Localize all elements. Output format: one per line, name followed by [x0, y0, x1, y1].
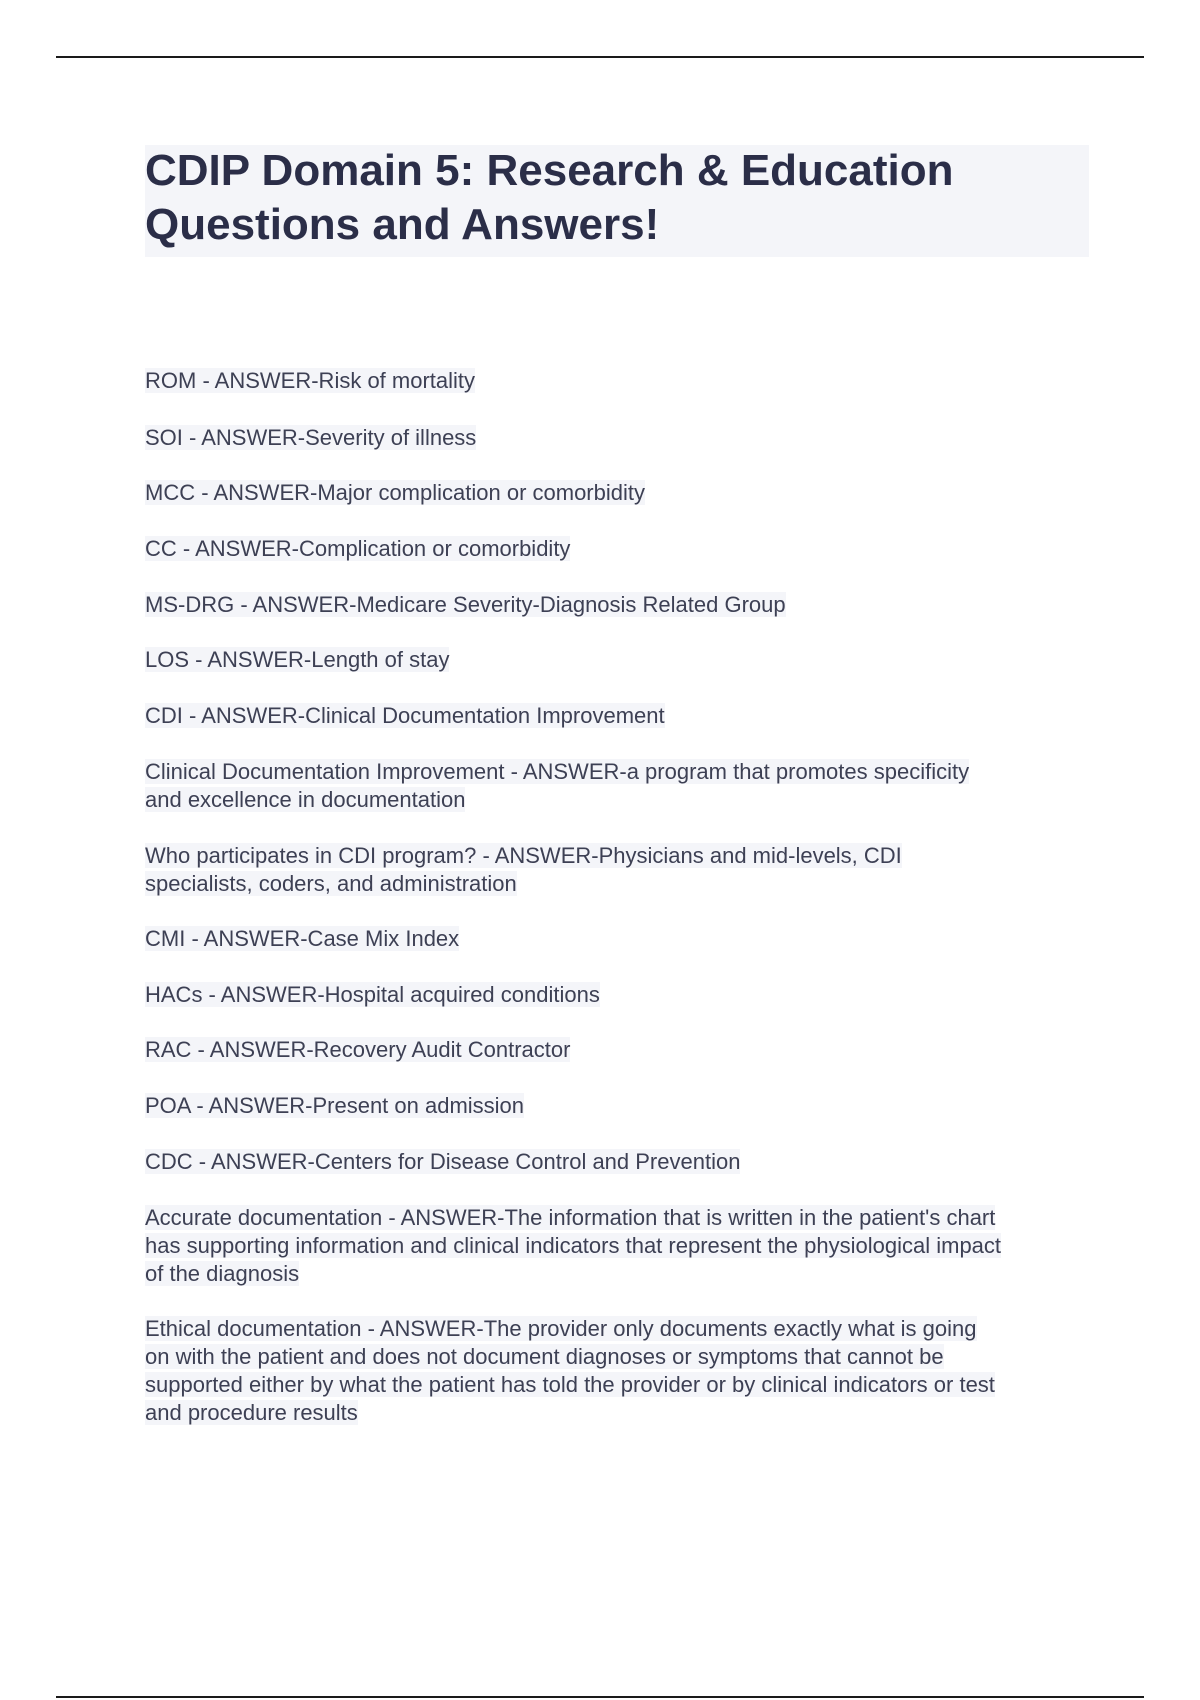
qa-line: of the diagnosis: [145, 1261, 300, 1286]
qa-item-rac: [145, 1036, 1085, 1064]
qa-line: POA - ANSWER-Present on admission: [145, 1093, 525, 1118]
qa-line: Clinical Documentation Improvement - ANSWER-a program that promotes specificity: [145, 759, 970, 784]
qa-item-who-participates: [145, 842, 1085, 898]
title-line-1: CDIP Domain 5: Research & Education: [145, 146, 954, 195]
qa-line: CDC - ANSWER-Centers for Disease Control and Prevention: [145, 1149, 741, 1174]
qa-item-poa: [145, 1092, 1085, 1120]
qa-line: CMI - ANSWER-Case Mix Index: [145, 926, 460, 951]
qa-item-cmi: [145, 925, 1085, 953]
qa-line: CC - ANSWER-Complication or comorbidity: [145, 536, 571, 561]
qa-item-hacs: [145, 981, 1085, 1009]
qa-item-clinical-documentation-improvement: [145, 758, 1085, 814]
qa-line: Ethical documentation - ANSWER-The provider only documents exactly what is going: [145, 1316, 977, 1341]
document-title: [145, 145, 1089, 257]
qa-line: specialists, coders, and administration: [145, 871, 517, 896]
qa-line: LOS - ANSWER-Length of stay: [145, 647, 450, 672]
qa-line: Who participates in CDI program? - ANSWER-Physicians and mid-levels, CDI: [145, 843, 902, 868]
qa-line: RAC - ANSWER-Recovery Audit Contractor: [145, 1037, 571, 1062]
qa-item-los: [145, 646, 1085, 674]
qa-line: on with the patient and does not document diagnoses or symptoms that cannot be: [145, 1344, 944, 1369]
qa-item-accurate-documentation: [145, 1204, 1085, 1288]
qa-line: and excellence in documentation: [145, 787, 466, 812]
qa-line: MCC - ANSWER-Major complication or comorbidity: [145, 480, 645, 505]
qa-line: HACs - ANSWER-Hospital acquired conditions: [145, 982, 600, 1007]
qa-item-rom: [145, 367, 1085, 395]
qa-line: MS-DRG - ANSWER-Medicare Severity-Diagnosis Related Group: [145, 592, 786, 617]
qa-item-ms-drg: [145, 591, 1085, 619]
top-rule: [56, 56, 1144, 58]
qa-line: Accurate documentation - ANSWER-The information that is written in the patient's chart: [145, 1205, 996, 1230]
qa-line: SOI - ANSWER-Severity of illness: [145, 425, 477, 450]
qa-item-ethical-documentation: [145, 1315, 1085, 1427]
qa-line: CDI - ANSWER-Clinical Documentation Improvement: [145, 703, 665, 728]
qa-line: and procedure results: [145, 1400, 358, 1425]
title-line-2: Questions and Answers!: [145, 200, 660, 249]
qa-item-mcc: [145, 479, 1085, 507]
qa-item-cdi: [145, 702, 1085, 730]
bottom-rule: [56, 1696, 1144, 1698]
qa-line: has supporting information and clinical indicators that represent the physiological impact: [145, 1233, 1002, 1258]
qa-item-cdc: [145, 1148, 1085, 1176]
qa-item-cc: [145, 535, 1085, 563]
qa-line: ROM - ANSWER-Risk of mortality: [145, 368, 476, 393]
qa-line: supported either by what the patient has told the provider or by clinical indicators or test: [145, 1372, 995, 1397]
qa-item-soi: [145, 424, 1085, 452]
